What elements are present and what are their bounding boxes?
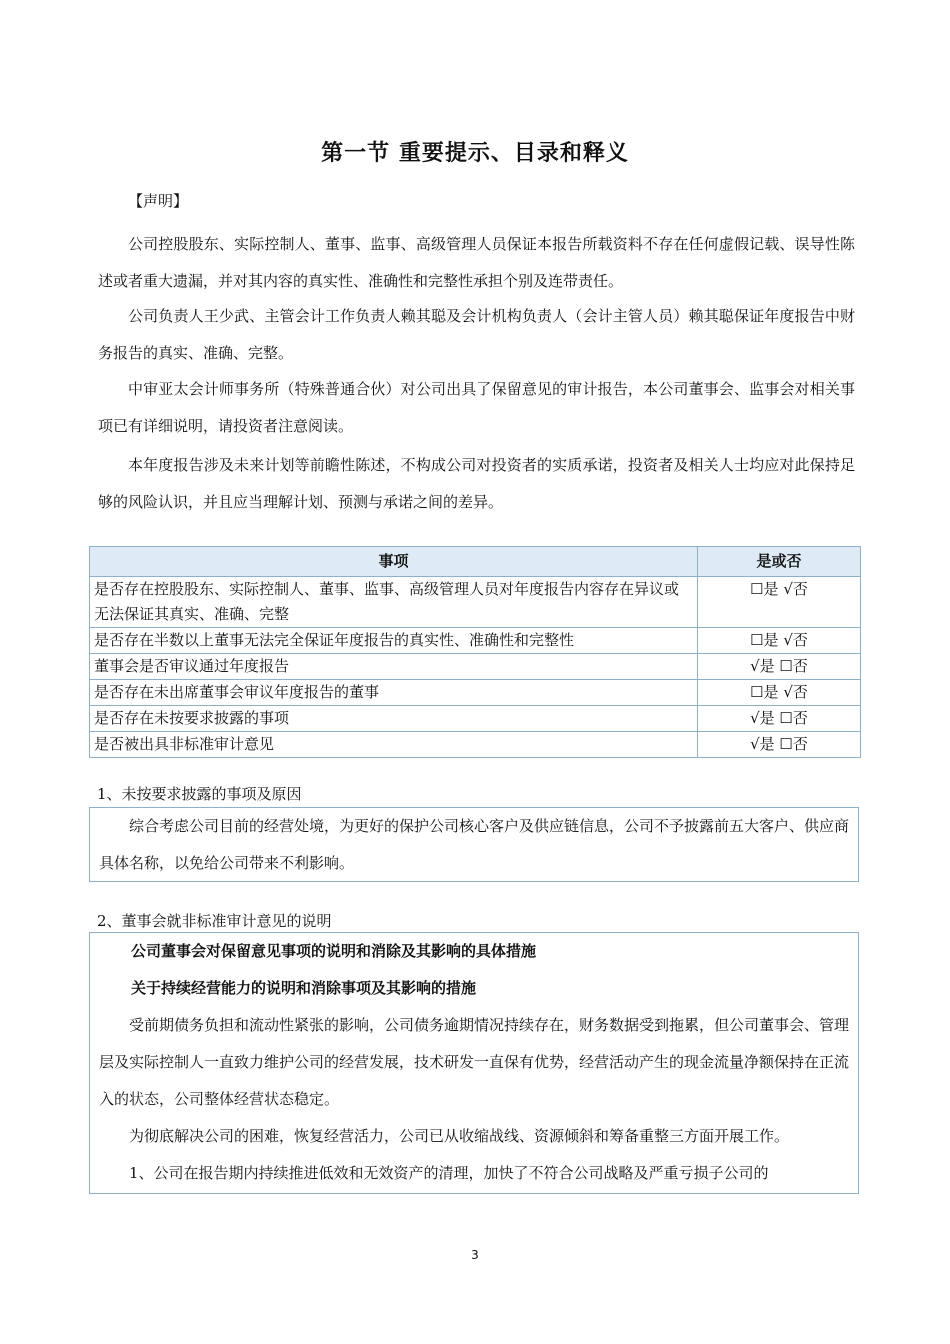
section2-heading: 2、董事会就非标准审计意见的说明 <box>97 912 332 930</box>
section2-subhead-going-concern: 关于持续经营能力的说明和消除事项及其影响的措施 <box>131 979 477 997</box>
section1-box <box>89 807 859 882</box>
row-answer: √是 ☐否 <box>698 706 861 732</box>
row-item: 是否存在未出席董事会审议年度报告的董事 <box>90 680 698 706</box>
row-answer: ☐是 √否 <box>698 680 861 706</box>
paragraph-audit-opinion: 中审亚太会计师事务所（特殊普通合伙）对公司出具了保留意见的审计报告，本公司董事会、监事会对相关事项已有详细说明，请投资者注意阅读。 <box>98 380 855 435</box>
table-row <box>90 654 861 680</box>
section2-box <box>89 932 859 1194</box>
page-number: 3 <box>471 1248 479 1262</box>
paragraph-responsibility: 公司控股股东、实际控制人、董事、监事、高级管理人员保证本报告所载资料不存在任何虚假记载、误导性陈述或者重大遗漏，并对其内容的真实性、准确性和完整性承担个别及连带责任。 <box>98 235 855 290</box>
paragraph-accounting-officers: 公司负责人王少武、主管会计工作负责人赖其聪及会计机构负责人（会计主管人员）赖其聪保证年度报告中财务报告的真实、准确、完整。 <box>98 307 855 362</box>
row-item: 是否存在控股股东、实际控制人、董事、监事、高级管理人员对年度报告内容存在异议或无法保证其真实、准确、完整 <box>90 577 698 628</box>
section2-subhead-qualified-opinion: 公司董事会对保留意见事项的说明和消除及其影响的具体措施 <box>131 942 537 960</box>
row-answer: √是 ☐否 <box>698 654 861 680</box>
table-row <box>90 577 861 628</box>
table-row <box>90 628 861 654</box>
row-answer: ☐是 √否 <box>698 577 861 628</box>
section1-text: 综合考虑公司目前的经营处境，为更好的保护公司核心客户及供应链信息，公司不予披露前五大客户、供应商具体名称，以免给公司带来不利影响。 <box>99 817 850 872</box>
row-answer: √是 ☐否 <box>698 732 861 758</box>
row-item: 是否存在未按要求披露的事项 <box>90 706 698 732</box>
section2-paragraph-item1: 1、公司在报告期内持续推进低效和无效资产的清理，加快了不符合公司战略及严重亏损子公司的 <box>129 1164 769 1182</box>
paragraph-forward-looking: 本年度报告涉及未来计划等前瞻性陈述，不构成公司对投资者的实质承诺，投资者及相关人士均应对此保持足够的风险认识，并且应当理解计划、预测与承诺之间的差异。 <box>98 456 855 511</box>
table-row <box>90 680 861 706</box>
table-row <box>90 706 861 732</box>
matters-table <box>89 546 861 758</box>
notice-label: 【声明】 <box>128 192 189 210</box>
row-item: 董事会是否审议通过年度报告 <box>90 654 698 680</box>
table-row <box>90 732 861 758</box>
table-header-row <box>90 547 861 577</box>
row-item: 是否存在半数以上董事无法完全保证年度报告的真实性、准确性和完整性 <box>90 628 698 654</box>
section2-paragraph-measures: 为彻底解决公司的困难，恢复经营活力，公司已从收缩战线、资源倾斜和筹备重整三方面开展工作。 <box>129 1127 790 1145</box>
page-title: 第一节 重要提示、目录和释义 <box>321 140 629 166</box>
header-yes-no: 是或否 <box>698 547 861 577</box>
row-answer: ☐是 √否 <box>698 628 861 654</box>
section1-heading: 1、未按要求披露的事项及原因 <box>97 785 302 803</box>
header-item: 事项 <box>90 547 698 577</box>
section2-paragraph-debt: 受前期债务负担和流动性紧张的影响，公司债务逾期情况持续存在，财务数据受到拖累，但公司董事会、管理层及实际控制人一直致力维护公司的经营发展，技术研发一直保有优势，经营活动产生的现金流量净额保持在正流入的状态，公司整体经营状态稳定。 <box>99 1016 850 1108</box>
row-item: 是否被出具非标准审计意见 <box>90 732 698 758</box>
